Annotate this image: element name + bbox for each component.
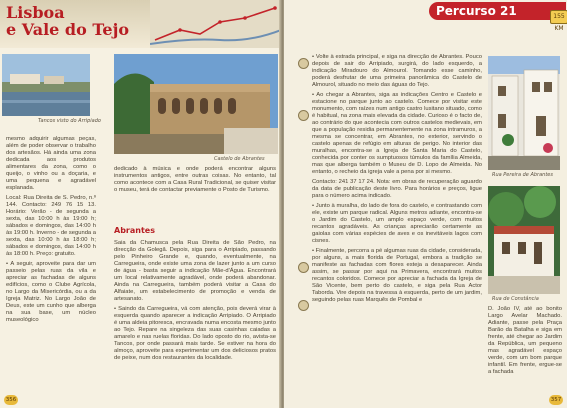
right-column-side [488,306,562,379]
left-column-2 [114,166,276,197]
region-title-line2: e Vale do Tejo [6,20,130,39]
route-map [150,0,281,48]
photo-castelo-abrantes [114,54,278,154]
caption-rua-abrantes: Rua Pereira de Abrantes [492,172,553,178]
section-heading-abrantes: Abrantes [114,226,155,235]
caption-castelo: Castelo de Abrantes [214,156,265,162]
route-header [284,0,567,32]
walking-icon [298,300,309,311]
paragraph: D. João IV, até ao bonito Largo Avelar Machado. Adiante, passe pela Praça Barão da Batalha e siga em frente, até chegar ao Jardim da República, um pequeno mas agradável espaço verde, com um bom parque infantil. Em frente, ergue-se a fachada [488,306,562,375]
photo-rua-constancia [488,186,560,294]
playground-icon [298,262,309,273]
left-page [0,0,281,408]
paragraph: • Junto à muralha, do lado de fora do castelo, e contrastando com ele, existe um parque radical. Alguns metros adiante, encontra-se o Jardim do Castelo, um amplo espaço verde, com muitos recantos agradáveis. As crianças apreciarão certamente as gaiolas com várias espécies de aves e os inevitáveis lagos com cisnes. [312,203,482,244]
route-badge: Percurso 21 [429,2,566,20]
info-paragraph: Contacto: 241 37 17 24. Nota: em obras de recuperação aguardo da data de publicação deste livro. Para horários e preços, ligue para o número acima indicado. [312,179,482,199]
region-title-line1: Lisboa [6,3,65,22]
info-paragraph: Local: Rua Direita de S. Pedro, n.º 144. Contacto: 249 76 15 13. Horário: Verão - de segunda a sexta, das 10:00 h às 19:00 h; sábados e domingos, das 14:00 h às 19:00 h. Inverno - de segunda a sexta, das 10:00 h às 18:00 h; sábados e domingos, das 14:00 h às 18:00 h. Preço: gratuito. [6,195,96,257]
page-header [0,0,281,48]
left-column-2b [114,240,276,365]
photo-tancos [2,54,90,116]
paragraph: • A seguir, aproveite para dar um passeio pelas ruas da vila e apreciar as fachadas de alguns edifícios, como o Clube Agrícola, no Largo da Misericórdia, ou a da Igreja Matriz. No Largo João de Deus, este um cunho que alberga na sua base, um núcleo museológico [6,261,96,323]
paragraph: • Volte à estrada principal, e siga na direcção de Abrantes. Pouco depois de sair do Arripiado, surgirá, do lado esquerdo, a indicação Miradouro do Almourol. Tomando esse caminho, poderá desfrutar de uma primeira panorâmica do Castelo de Almourol, situado no meio das águas do Tejo. [312,54,482,88]
right-column-main [312,54,482,307]
paragraph: mesmo adquirir algumas peças, além de poder observar o trabalho dos artesãos. Há ainda uma zona dedicada aos produtos alimentares da zona, como o queijo, o vinho ou a doçaria, e uma pequena e agradável esplanada. [6,136,96,191]
photo-rua-abrantes [488,56,560,170]
left-column-1 [6,136,96,327]
right-page [284,0,567,408]
page-number-right: 357 [550,397,562,403]
region-title [6,4,129,38]
binoculars-icon [298,58,309,69]
caption-rua-constancia: Rua de Constância [492,296,539,302]
page-number-left: 356 [5,397,17,403]
caption-tancos: Tancos visto do Arripiado [38,118,101,124]
castle-icon [298,110,309,121]
paragraph: • Saindo da Carregueira, vá com atenção, pois deverá virar à esquerda quando aparecer a indicação Arripiado. O Arripiado é uma aldeia pitoresca, encravada numa encosta mesmo junto ao Tejo. Repare na singeleza das suas casinhas caiadas a amarelo e nas ruelas floridas. Do lado oposto do rio, avista-se Tancos, por onde passará mais tarde. Se estiver na hora do almoço, aproveite para experimentar um dos deliciosos pratos de peixe, num dos restaurantes da localidade. [114,306,276,361]
paragraph: dedicado à música e onde poderá encontrar alguns instrumentos antigos, entre outras coisas. No entanto, tal como acontece com a Casa Rural Tradicional, se quiser visitar o museu, terá de contactar previamente o Posto de Turismo. [114,166,276,193]
paragraph: Saia da Chamusca pela Rua Direita de São Pedro, na direcção da Golegã. Depois, siga para o Arripiado, passando pelo Pinheiro Grande e, quando, eventualmente, na Carregueira, onde existe uma zona de lazer junto a um curso de água - basta seguir a indicação Mãe-d'Água. Encontrará um local relativamente agradável, onde poderá abandonar. Ainda na Carregueira, também poderá visitar a Casa do Alfaiate, um estabelecimento de promoção e venda de artesanato. [114,240,276,302]
paragraph: • Finalmente, percorra a pé algumas ruas da cidade, considerada, por alguns, a mais florida de Portugal, embora a tradição se manifeste as fachadas com flores esteja a desaparecer. Ainda assim, se passar por aqui na Primavera, encontrará muitos recantos coloridos. Comece por apreciar a fachada da Igreja de São Vicente, bem perto do castelo, e siga pela Rua Actor Taborda. Vire depois na travessa à esquerda, perto de um jardim, seguindo pelas ruas Marquês de Pombal e [312,248,482,303]
route-distance-tag: 155 KM [550,10,567,24]
paragraph: • Ao chegar a Abrantes, siga as indicações Centro e Castelo e estacione no parque junto ao castelo. Comece por visitar este monumento, com raízes num antigo castro lusitano situado, como é habitual, na zona mais elevada da cidade. Curioso é o facto de, ao contrário do que acontecia com outros castelos medievais, em que a população residia permanentemente na zona intramuros, a mesma se concentrar, em Abrantes, no exterior, servindo o castelo apenas de refúgio em alturas de perigo. No interior das muralhas, encontra-se a Igreja de Santa Maria do Castelo, conhecida por conter os sumptuosos túmulos da família Almeida, mas que alberga também o Museu de D. Lopo de Almeida. No entanto, o recheio da igreja vale a pena por si mesmo. [312,92,482,175]
